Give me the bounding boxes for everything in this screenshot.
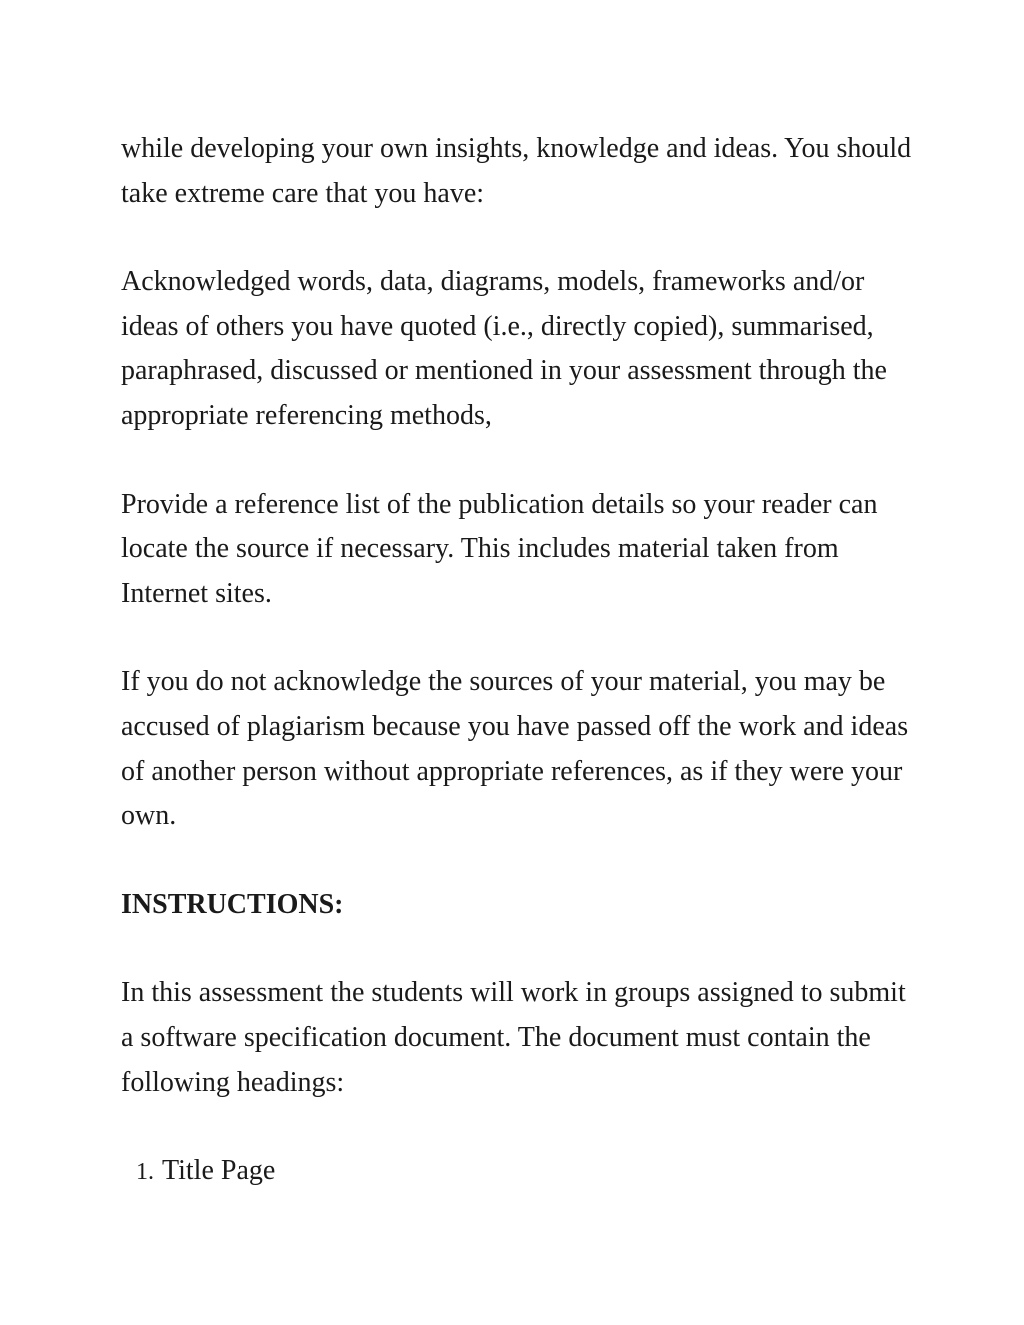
paragraph-plagiarism: If you do not acknowledge the sources of your material, you may be accused of plagiarism because you have passed off the work and ideas of another person without appropriate references, as if they were your own. — [121, 666, 909, 832]
headings-list — [121, 1149, 921, 1195]
instructions-heading: INSTRUCTIONS: — [121, 888, 344, 920]
paragraph-reference-list: Provide a reference list of the publication details so your reader can locate the source if necessary. This includes material taken from Internet sites. — [121, 488, 878, 609]
paragraph-acknowledged: Acknowledged words, data, diagrams, models, frameworks and/or ideas of others you have quoted (i.e., directly copied), summarised, paraphrased, discussed or mentioned in your assessment through the appropriate referencing methods, — [121, 266, 887, 431]
paragraph-intro: while developing your own insights, knowledge and ideas. You should take extreme care that you have: — [121, 133, 912, 209]
list-item — [121, 1149, 921, 1195]
document-page — [121, 127, 921, 1195]
paragraph-instructions: In this assessment the students will work in groups assigned to submit a software specification document. The document must contain the following headings: — [121, 977, 906, 1098]
list-item-text: Title Page — [162, 1155, 276, 1187]
list-item-number: 1. — [136, 1159, 154, 1186]
